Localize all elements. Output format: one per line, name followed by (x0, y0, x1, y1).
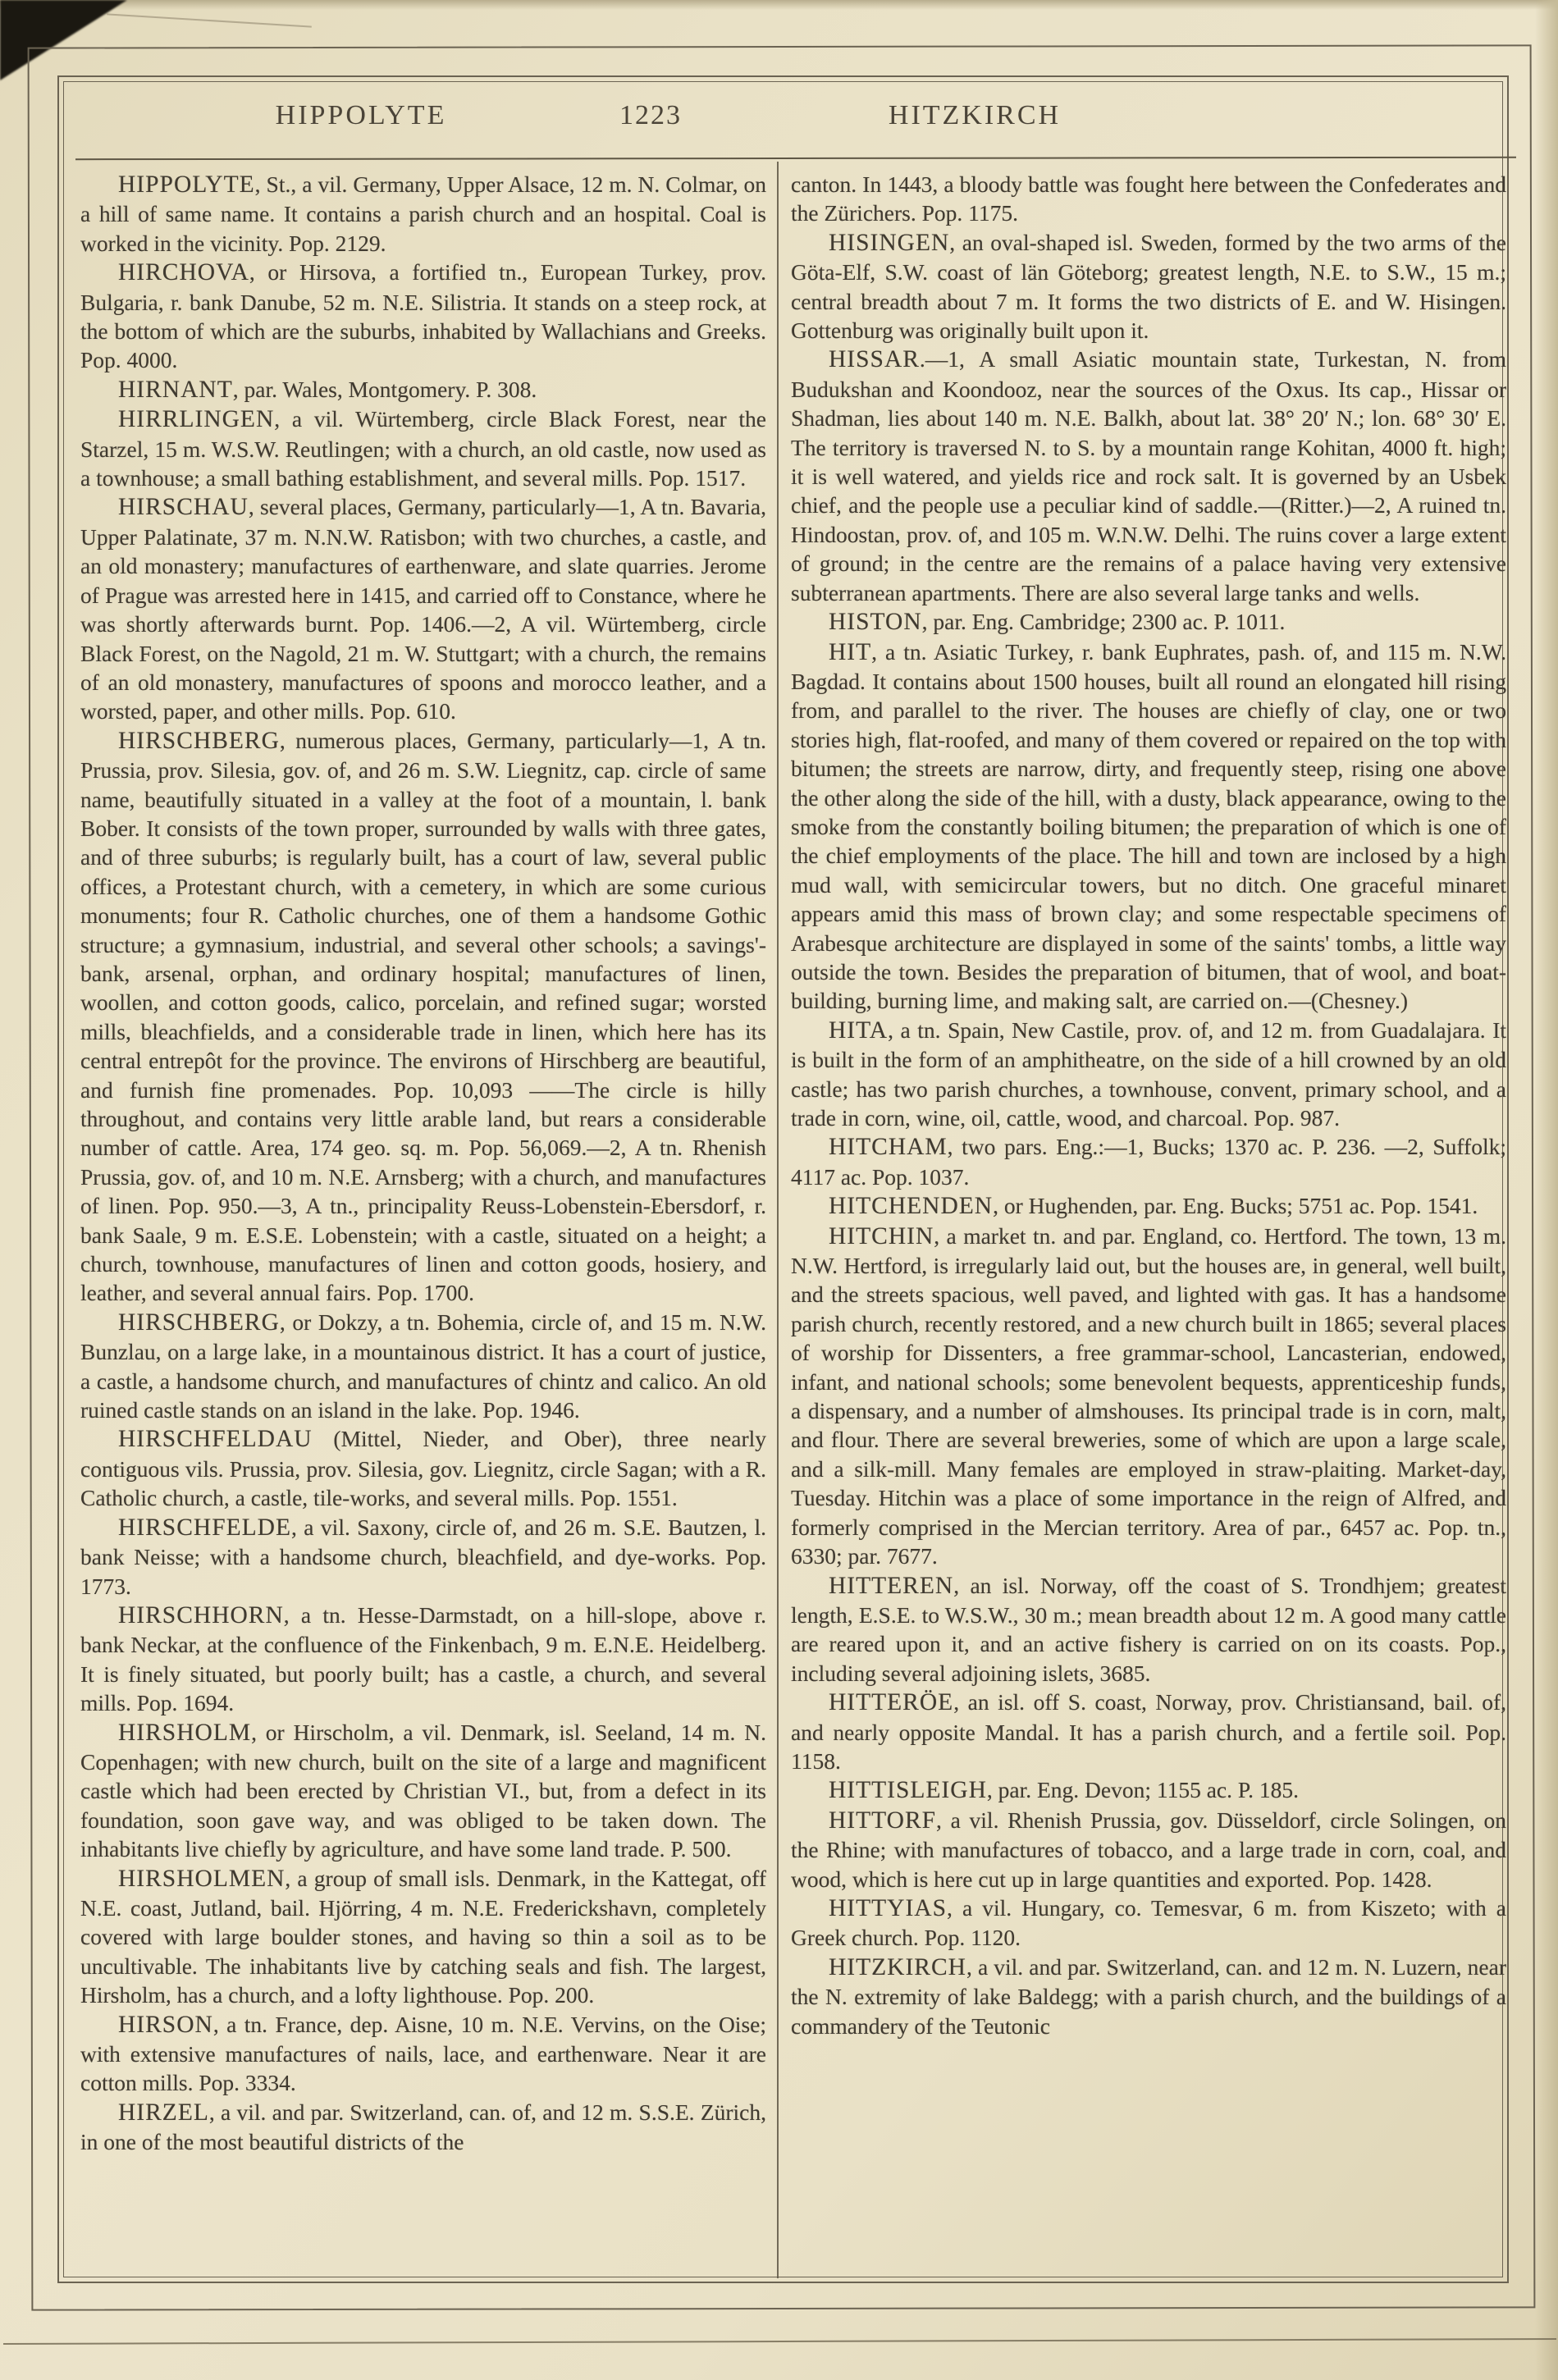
gazetteer-entry-left-7: HIRSCHFELDAU (Mittel, Nieder, and Ober), three nearly contiguous vils. Prussia, prov. Silesia, gov. Liegnitz, circle Sagan; with a R. Catholic church, a castle, tile-works, and several mills. Pop. 1551. (80, 1426, 766, 1511)
entry-headword: HIRSHOLM (118, 1719, 252, 1746)
entry-headword: HITTISLEIGH (829, 1777, 987, 1804)
entry-headword: HITCHIN (829, 1222, 934, 1249)
entry-headword: HIRSCHHORN (118, 1601, 284, 1629)
entry-headword: HITTYIAS (829, 1894, 948, 1921)
paper-crease (107, 13, 312, 27)
entry-headword: HISSAR (829, 346, 920, 373)
gazetteer-entry-left-8: HIRSCHFELDE, a vil. Saxony, circle of, and 26 m. S.E. Bautzen, l. bank Neisse; with a handsome church, bleachfield, and dye-works. Pop. 1773. (80, 1514, 766, 1599)
gazetteer-entry-right-9: HITTEREN, an isl. Norway, off the coast of S. Trondhjem; greatest length, E.S.E. to W.S.W., 30 m.; mean breadth about 12 m. A good many cattle are reared upon it, and an active fishery is carried on on its coasts. Pop., including several adjoining islets, 3685. (791, 1572, 1506, 1686)
entry-headword: HIRSCHBERG (118, 727, 280, 754)
gazetteer-entry-right-4: HIT, a tn. Asiatic Turkey, r. bank Euphrates, pash. of, and 115 m. N.W. Bagdad. It contains about 1500 houses, built all round an elongated hill rising from, and parallel to the river. The houses are chiefly of clay, one or two stories high, flat-roofed, and many of them covered or repaired on the top with bitumen; the streets are narrow, dirty, and frequently steep, rising one above the other along the side of the hill, with a dusty, black appearance, owing to the smoke from the constantly boiling bitumen; the preparation of which is one of the chief employments of the place. The hill and town are inclosed by a high mud wall, with semicircular towers, but no ditch. One graceful minaret appears amid this mass of brown clay; and some respectable specimens of Arabesque architecture are displayed in some of the saints' tombs, a little way outside the town. Besides the preparation of bitumen, that of wool, and boat-building, burning lime, and making salt, are carried on.—(Chesney.) (791, 638, 1506, 1014)
entry-headword: HITCHENDEN (829, 1193, 994, 1220)
entry-headword: HISINGEN (829, 229, 950, 256)
entry-headword: HITTERÖE (829, 1689, 954, 1716)
gazetteer-entry-left-6: HIRSCHBERG, or Dokzy, a tn. Bohemia, circle of, and 15 m. N.W. Bunzlau, on a large lake, in a mountainous district. It has a court of justice, a castle, a handsome church, and manufactures of chintz and calico. An old ruined castle stands on an island in the lake. Pop. 1946. (80, 1309, 766, 1423)
gazetteer-entry-right-3: HISTON, par. Eng. Cambridge; 2300 ac. P. 1011. (829, 609, 1286, 636)
gazetteer-entry-right-10: HITTERÖE, an isl. off S. coast, Norway, prov. Christiansand, bail. of, and nearly opposite Mandal. It has a parish church, and a fertile soil. Pop. 1158. (791, 1689, 1506, 1774)
entry-headword: HIRZEL (118, 2099, 209, 2126)
entry-headword: HISTON (829, 609, 922, 636)
gazetteer-entry-left-10: HIRSHOLM, or Hirscholm, a vil. Denmark, isl. Seeland, 14 m. N. Copenhagen; with new church, built on the site of a large and magnificent castle which had been erected by Christian VI., but, from a defect in its foundation, soon gave way, and was obliged to be taken down. The inhabitants live chiefly by agriculture, and have some land trade. P. 500. (80, 1719, 766, 1862)
entry-headword: HITCHAM (829, 1134, 948, 1161)
column-divider-rule (777, 162, 779, 2278)
entry-headword: HIRSON (118, 2011, 213, 2038)
gazetteer-entry-right-7: HITCHENDEN, or Hughenden, par. Eng. Bucks; 5751 ac. Pop. 1541. (829, 1193, 1478, 1220)
gazetteer-entry-left-13: HIRZEL, a vil. and par. Switzerland, can. of, and 12 m. S.S.E. Zürich, in one of the most beautiful districts of the (80, 2099, 766, 2155)
entry-headword: HITTEREN (829, 1572, 954, 1599)
page-number: 1223 (619, 100, 682, 130)
gazetteer-entry-left-11: HIRSHOLMEN, a group of small isls. Denmark, in the Kattegat, off N.E. coast, Jutland, bail. Hjörring, 4 m. N.E. Frederickshavn, completely covered with large boulder stones, and having so thin a soil as to be uncultivable. The inhabitants live by catching seals and fish. The largest, Hirsholm, has a church, and a lofty lighthouse. Pop. 200. (80, 1865, 766, 2008)
page-right-edge-shadow (1535, 0, 1558, 2380)
right-text-column (791, 170, 1506, 2264)
gazetteer-entry-right-6: HITCHAM, two pars. Eng.:—1, Bucks; 1370 ac. P. 236. —2, Suffolk; 4117 ac. Pop. 1037. (791, 1134, 1506, 1190)
entry-headword: HIT (829, 638, 872, 665)
header-first-headword: HIPPOLYTE (275, 100, 447, 130)
entry-headword: HIRRLINGEN (118, 406, 275, 433)
gazetteer-entry-right-5: HITA, a tn. Spain, New Castile, prov. of, and 12 m. from Guadalajara. It is built in the form of an amphitheatre, on the side of a hill crowned by an old castle; has two parish churches, a townhouse, convent, primary school, and a trade in corn, wine, oil, cattle, wood, and charcoal. Pop. 987. (791, 1016, 1506, 1131)
entry-headword: HIRCHOVA (118, 259, 249, 286)
gazetteer-entry-left-9: HIRSCHHORN, a tn. Hesse-Darmstadt, on a hill-slope, above r. bank Neckar, at the confluence of the Finkenbach, 9 m. E.N.E. Heidelberg. It is finely situated, but poorly built; has a castle, a church, and several mills. Pop. 1694. (80, 1601, 766, 1716)
entry-headword: HIPPOLYTE (118, 171, 255, 198)
entry-headword: HITTORF (829, 1807, 937, 1834)
gazetteer-entry-right-14: HITZKIRCH, a vil. and par. Switzerland, can. and 12 m. N. Luzern, near the N. extremity of lake Baldegg; with a parish church, and the buildings of a commandery of the Teutonic (791, 1953, 1506, 2039)
gazetteer-entry-right-1: HISINGEN, an oval-shaped isl. Sweden, formed by the two arms of the Göta-Elf, S.W. coast of län Göteborg; greatest length, N.E. to S.W., 15 m.; central breadth about 7 m. It forms the two districts of E. and W. Hisingen. Gottenburg was originally built upon it. (791, 229, 1506, 344)
entry-headword: HITZKIRCH (829, 1953, 966, 1980)
gazetteer-entry-right-8: HITCHIN, a market tn. and par. England, co. Hertford. The town, 13 m. N.W. Hertford, is irregularly laid out, but the houses are, in general, well built, and the streets spacious, well paved, and lighted with gas. It has a handsome parish church, recently restored, and a new church built in 1865; several places of worship for Dissenters, a free grammar-school, Lancasterian, endowed, infant, and national schools; some benevolent bequests, apprenticeship funds, a dispensary, and a number of almshouses. Its principal trade is in corn, malt, and flour. There are several breweries, some of which are upon a large scale, and a silk-mill. Many females are employed in straw-plaiting. Market-day, Tuesday. Hitchin was a place of some importance in the reign of Alfred, and formerly comprised in the Mercian territory. Area of par., 6457 ac. Pop. tn., 6330; par. 7677. (791, 1222, 1506, 1569)
entry-headword: HITA (829, 1016, 889, 1044)
header-last-headword: HITZKIRCH (888, 100, 1062, 130)
gazetteer-entry-left-0: HIPPOLYTE, St., a vil. Germany, Upper Alsace, 12 m. N. Colmar, on a hill of same name. It contains a parish church and an hospital. Coal is worked in the vicinity. Pop. 2129. (80, 171, 766, 256)
entry-headword: HIRSCHFELDE (118, 1514, 291, 1541)
gazetteer-entry-right-13: HITTYIAS, a vil. Hungary, co. Temesvar, 6 m. from Kiszeto; with a Greek church. Pop. 1120. (791, 1894, 1506, 1951)
gazetteer-entry-right-0: canton. In 1443, a bloody battle was fought here between the Confederates and the Zürichers. Pop. 1175. (791, 171, 1506, 226)
running-header (0, 100, 1558, 148)
gazetteer-entry-left-4: HIRSCHAU, several places, Germany, particularly—1, A tn. Bavaria, Upper Palatinate, 37 m. N.N.W. Ratisbon; with two churches, a castle, and an old monastery; manufactures of earthenware, and slate quarries. Jerome of Prague was arrested here in 1415, and carried off to Constance, where he was shortly afterwards burnt. Pop. 1406.—2, A vil. Würtemberg, circle Black Forest, on the Nagold, 21 m. W. Stuttgart; with a church, the remains of an old monastery, manufactures of spoons and morocco leather, and a worsted, paper, and other mills. Pop. 610. (80, 494, 766, 724)
gazetteer-entry-right-2: HISSAR.—1, A small Asiatic mountain state, Turkestan, N. from Budukshan and Koondooz, near the sources of the Oxus. Its cap., Hissar or Shadman, lies about 140 m. N.E. Balkh, about lat. 38° 20′ N.; lon. 68° 30′ E. The territory is traversed N. to S. by a mountain range Kohitan, 4000 ft. high; it is well watered, and yields rice and rock salt. It is governed by an Usbek chief, and the people use a peculiar kind of saddle.—(Ritter.)—2, A ruined tn. Hindoostan, prov. of, and 105 m. W.N.W. Delhi. The ruins cover a large extent of ground; in the centre are the remains of a palace having very extensive subterranean apartments. There are also several large tanks and wells. (791, 346, 1506, 605)
entry-headword: HIRNANT (118, 376, 233, 403)
gazetteer-entry-right-12: HITTORF, a vil. Rhenish Prussia, gov. Düsseldorf, circle Solingen, on the Rhine; with manufactures of tobacco, and a large trade in corn, coal, and wood, which is here cut up in large quantities and exported. Pop. 1428. (791, 1807, 1506, 1892)
bottom-scan-line (3, 2338, 1556, 2345)
gazetteer-entry-right-11: HITTISLEIGH, par. Eng. Devon; 1155 ac. P. 185. (829, 1777, 1299, 1804)
gazetteer-entry-left-12: HIRSON, a tn. France, dep. Aisne, 10 m. N.E. Vervins, on the Oise; with extensive manufactures of nails, lace, and earthenware. Near it are cotton mills. Pop. 3334. (80, 2011, 766, 2096)
gazetteer-entry-left-2: HIRNANT, par. Wales, Montgomery. P. 308. (118, 376, 537, 403)
entry-headword: HIRSCHAU (118, 494, 249, 521)
gazetteer-entry-left-5: HIRSCHBERG, numerous places, Germany, particularly—1, A tn. Prussia, prov. Silesia, gov. of, and 26 m. S.W. Liegnitz, cap. circle of same name, beautifully situated in a valley at the foot of a mountain, l. bank Bober. It consists of the town proper, surrounded by walls with three gates, and of three suburbs; is regularly built, has a court of law, several public offices, a Protestant church, with a cemetery, in which are some curious monuments; four R. Catholic churches, one of them a handsome Gothic structure; a gymnasium, industrial, and several other schools; a savings'-bank, arsenal, orphan, and ordinary hospital; manufactures of linen, woollen, and cotton goods, calico, porcelain, and refined sugar; worsted mills, bleachfields, and a considerable trade in linen, which here has its central entrepôt for the province. The environs of Hirschberg are beautiful, and furnish fine promenades. Pop. 10,093 ——The circle is hilly throughout, and contains very little arable land, but rears a considerable number of cattle. Area, 174 geo. sq. m. Pop. 56,069.—2, A tn. Rhenish Prussia, gov. of, and 10 m. N.E. Arnsberg; with a church, and manufactures of linen. Pop. 950.—3, A tn., principality Reuss-Lobenstein-Ebersdorf, r. bank Saale, 9 m. E.S.E. Lobenstein; with a castle, situated on a height; a church, townhouse, manufactures of linen and cotton goods, hosiery, and leather, and several annual fairs. Pop. 1700. (80, 727, 766, 1306)
page-top-edge-shadow (0, 0, 1558, 10)
entry-headword: HIRSCHFELDAU (118, 1426, 313, 1453)
gazetteer-entry-left-1: HIRCHOVA, or Hirsova, a fortified tn., European Turkey, prov. Bulgaria, r. bank Danube, 52 m. N.E. Silistria. It stands on a steep rock, at the bottom of which are the suburbs, inhabited by Wallachians and Greeks. Pop. 4000. (80, 259, 766, 373)
entry-headword: HIRSCHBERG (118, 1309, 280, 1336)
gazetteer-entry-left-3: HIRRLINGEN, a vil. Würtemberg, circle Black Forest, near the Starzel, 15 m. W.S.W. Reutlingen; with a church, an old castle, now used as a townhouse; a small bathing establishment, and several mills. Pop. 1517. (80, 406, 766, 491)
left-text-column (80, 170, 766, 2264)
entry-headword: HIRSHOLMEN (118, 1865, 286, 1892)
